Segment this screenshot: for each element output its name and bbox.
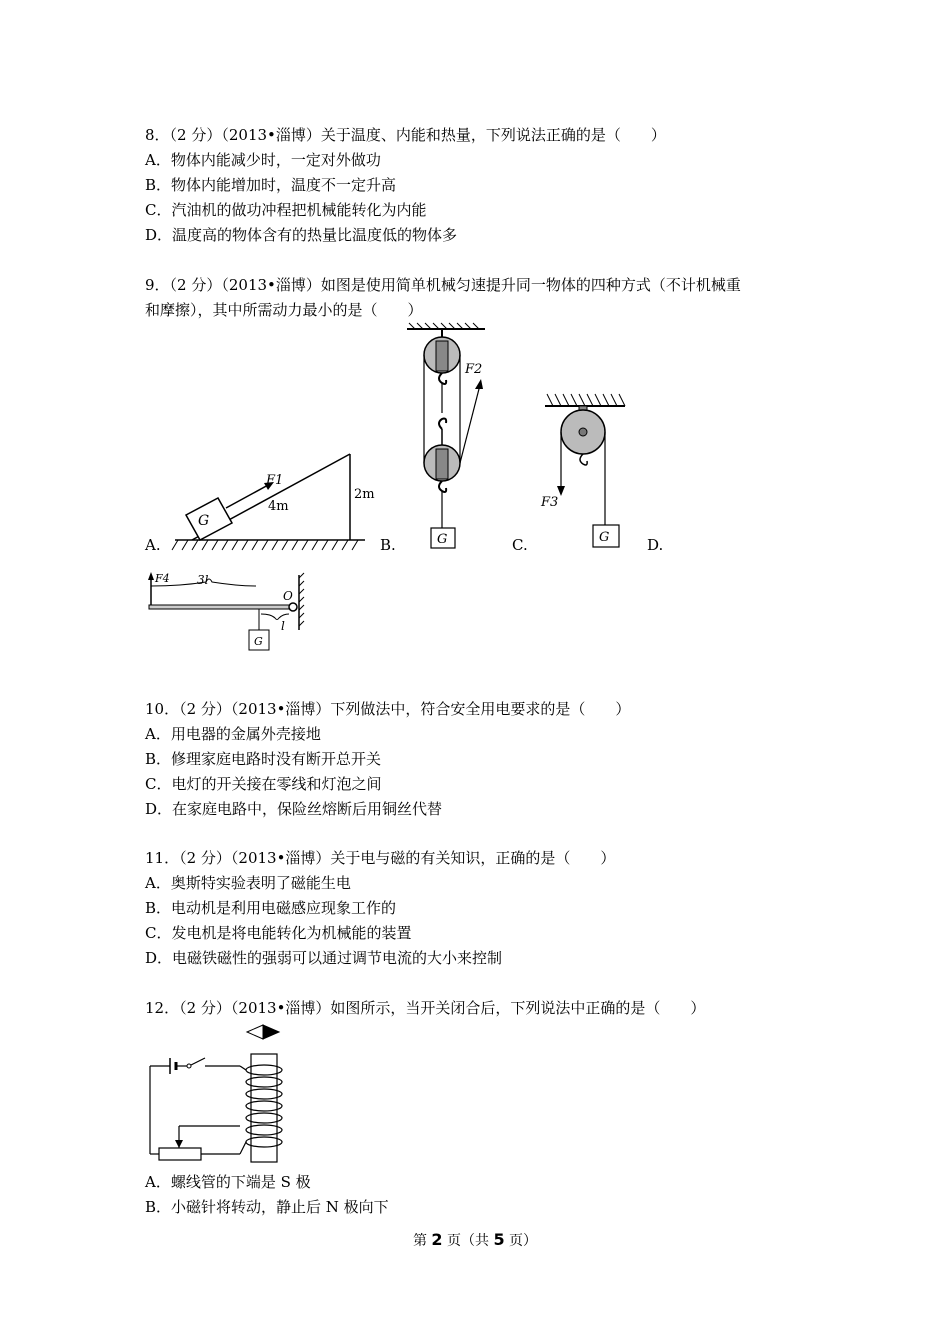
question-stem: 8．（2 分）（2013•淄博）关于温度、内能和热量，下列说法正确的是（ ） — [145, 126, 666, 144]
short-arm-label: l — [281, 619, 285, 633]
slope-length-label: 4m — [268, 499, 289, 514]
question-12 — [145, 996, 825, 1021]
force-label-f2: F2 — [465, 362, 483, 377]
option-b: B．小磁针将转动，静止后 N 极向下 — [145, 1198, 389, 1216]
inclined-plane-figure — [170, 440, 375, 555]
question-stem-line2: 和摩擦），其中所需动力最小的是（ ） — [145, 301, 423, 319]
question-stem: 10．（2 分）（2013•淄博）下列做法中，符合安全用电要求的是（ ） — [145, 700, 631, 718]
question-stem: 11．（2 分）（2013•淄博）关于电与磁的有关知识，正确的是（ ） — [145, 849, 616, 867]
option-c: C．电灯的开关接在零线和灯泡之间 — [145, 775, 382, 793]
option-d: D．在家庭电路中，保险丝熔断后用铜丝代替 — [145, 800, 443, 818]
force-label-f3: F3 — [541, 495, 559, 510]
option-d: D．电磁铁磁性的强弱可以通过调节电流的大小来控制 — [145, 949, 503, 967]
weight-label-d: G — [254, 635, 263, 648]
option-a: A．物体内能减少时，一定对外做功 — [145, 151, 381, 169]
question-8 — [145, 123, 825, 248]
solenoid-circuit-figure — [145, 1022, 295, 1167]
option-b: B．修理家庭电路时没有断开总开关 — [145, 750, 382, 768]
weight-label-b: G — [437, 532, 448, 547]
option-d: D．温度高的物体含有的热量比温度低的物体多 — [145, 226, 458, 244]
option-c: C．发电机是将电能转化为机械能的装置 — [145, 924, 412, 942]
fig-option-c-label: C. — [512, 536, 528, 554]
option-a: A．螺线管的下端是 S 极 — [145, 1173, 311, 1191]
fig-option-b-label: B. — [380, 536, 396, 554]
option-c: C．汽油机的做功冲程把机械能转化为内能 — [145, 201, 427, 219]
footer-suffix: 页） — [504, 1233, 538, 1249]
question-12-options — [145, 1170, 825, 1220]
question-9 — [145, 273, 825, 323]
pivot-label: O — [283, 589, 293, 603]
question-10 — [145, 697, 825, 822]
question-11 — [145, 846, 825, 971]
option-a: A．用电器的金属外壳接地 — [145, 725, 321, 743]
weight-label-c: G — [599, 530, 610, 545]
footer-prefix: 第 — [412, 1233, 432, 1249]
force-label-f4: F4 — [155, 572, 170, 585]
fig-option-d-label: D. — [647, 536, 664, 554]
option-b: B．电动机是利用电磁感应现象工作的 — [145, 899, 397, 917]
page-footer — [0, 1230, 950, 1250]
fig-option-a-label: A. — [145, 536, 161, 554]
fixed-pulley-figure — [535, 390, 635, 555]
page-total: 5 — [493, 1230, 505, 1249]
weight-label-a: G — [198, 513, 210, 529]
lever-figure — [145, 570, 305, 655]
question-stem-line1: 9．（2 分）（2013•淄博）如图是使用简单机械匀速提升同一物体的四种方式（不计机械重 — [145, 276, 741, 294]
height-label: 2m — [354, 487, 375, 502]
long-arm-label: 3l — [197, 573, 209, 587]
option-a: A．奥斯特实验表明了磁能生电 — [145, 874, 351, 892]
footer-middle: 页（共 — [442, 1233, 494, 1249]
question-stem: 12．（2 分）（2013•淄博）如图所示，当开关闭合后，下列说法中正确的是（ ） — [145, 999, 706, 1017]
force-label-f1: F1 — [266, 473, 284, 488]
page-number: 2 — [431, 1230, 443, 1249]
option-b: B．物体内能增加时，温度不一定升高 — [145, 176, 397, 194]
pulley-block-figure — [395, 323, 505, 553]
